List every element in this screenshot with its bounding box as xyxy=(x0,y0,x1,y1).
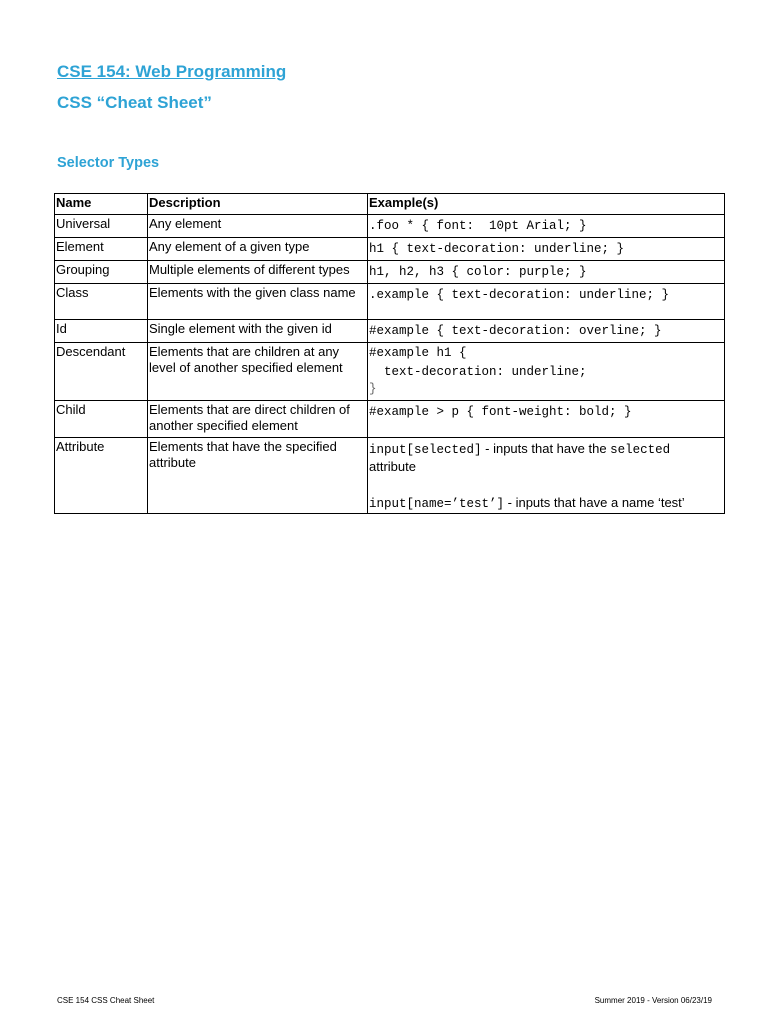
selector-types-table xyxy=(54,193,725,514)
selector-example xyxy=(368,261,725,284)
table-header-row xyxy=(55,194,725,215)
selector-name: Id xyxy=(55,320,148,343)
selector-description: Multiple elements of different types xyxy=(148,261,368,284)
selector-description: Any element of a given type xyxy=(148,238,368,261)
selector-description: Elements that are direct children of another specified element xyxy=(148,401,368,438)
table-row xyxy=(55,438,725,514)
selector-example xyxy=(368,215,725,238)
example-code: } xyxy=(369,382,377,396)
page-subtitle: CSS “Cheat Sheet” xyxy=(57,93,212,112)
example-code: selected xyxy=(610,443,671,457)
example-code: .foo * { font: 10pt Arial; } xyxy=(369,219,587,233)
selector-name: Universal xyxy=(55,215,148,238)
table-row xyxy=(55,215,725,238)
table-row xyxy=(55,238,725,261)
example-text: - inputs that have the xyxy=(481,441,611,456)
selector-name: Attribute xyxy=(55,438,148,514)
example-spacer xyxy=(369,475,723,495)
table-row xyxy=(55,320,725,343)
selector-name: Child xyxy=(55,401,148,438)
example-text: attribute xyxy=(369,459,416,474)
selector-description: Elements that have the specified attribute xyxy=(148,438,368,514)
table-row xyxy=(55,343,725,401)
example-code: h1, h2, h3 { color: purple; } xyxy=(369,265,587,279)
selector-name: Class xyxy=(55,284,148,320)
example-code: #example { text-decoration: overline; } xyxy=(369,324,662,338)
example-code: input[selected] xyxy=(369,443,482,457)
selector-example xyxy=(368,238,725,261)
column-header-examples: Example(s) xyxy=(368,194,725,215)
selector-description: Single element with the given id xyxy=(148,320,368,343)
selector-name: Descendant xyxy=(55,343,148,401)
example-code: h1 { text-decoration: underline; } xyxy=(369,242,625,256)
selector-description: Elements that are children at any level of another specified element xyxy=(148,343,368,401)
selector-example xyxy=(368,401,725,438)
selector-name: Element xyxy=(55,238,148,261)
example-text: - inputs that have a name ‘test’ xyxy=(504,495,685,510)
selector-example xyxy=(368,343,725,401)
selector-example xyxy=(368,284,725,320)
section-heading-selector-types: Selector Types xyxy=(57,155,160,171)
footer-right: Summer 2019 - Version 06/23/19 xyxy=(594,996,712,1005)
selector-name: Grouping xyxy=(55,261,148,284)
table-row xyxy=(55,284,725,320)
selector-example xyxy=(368,438,725,514)
column-header-description: Description xyxy=(148,194,368,215)
selector-description: Elements with the given class name xyxy=(148,284,368,320)
example-code: .example { text-decoration: underline; } xyxy=(369,288,670,302)
table-row xyxy=(55,401,725,438)
selector-example xyxy=(368,320,725,343)
example-code: input[name=’test’] xyxy=(369,497,505,511)
column-header-name: Name xyxy=(55,194,148,215)
example-code: text-decoration: underline; xyxy=(369,365,587,379)
footer-left: CSE 154 CSS Cheat Sheet xyxy=(57,996,155,1005)
table-row xyxy=(55,261,725,284)
page-title[interactable]: CSE 154: Web Programming xyxy=(57,62,287,81)
selector-description: Any element xyxy=(148,215,368,238)
example-code: #example > p { font-weight: bold; } xyxy=(369,405,632,419)
example-code: #example h1 { xyxy=(369,346,467,360)
